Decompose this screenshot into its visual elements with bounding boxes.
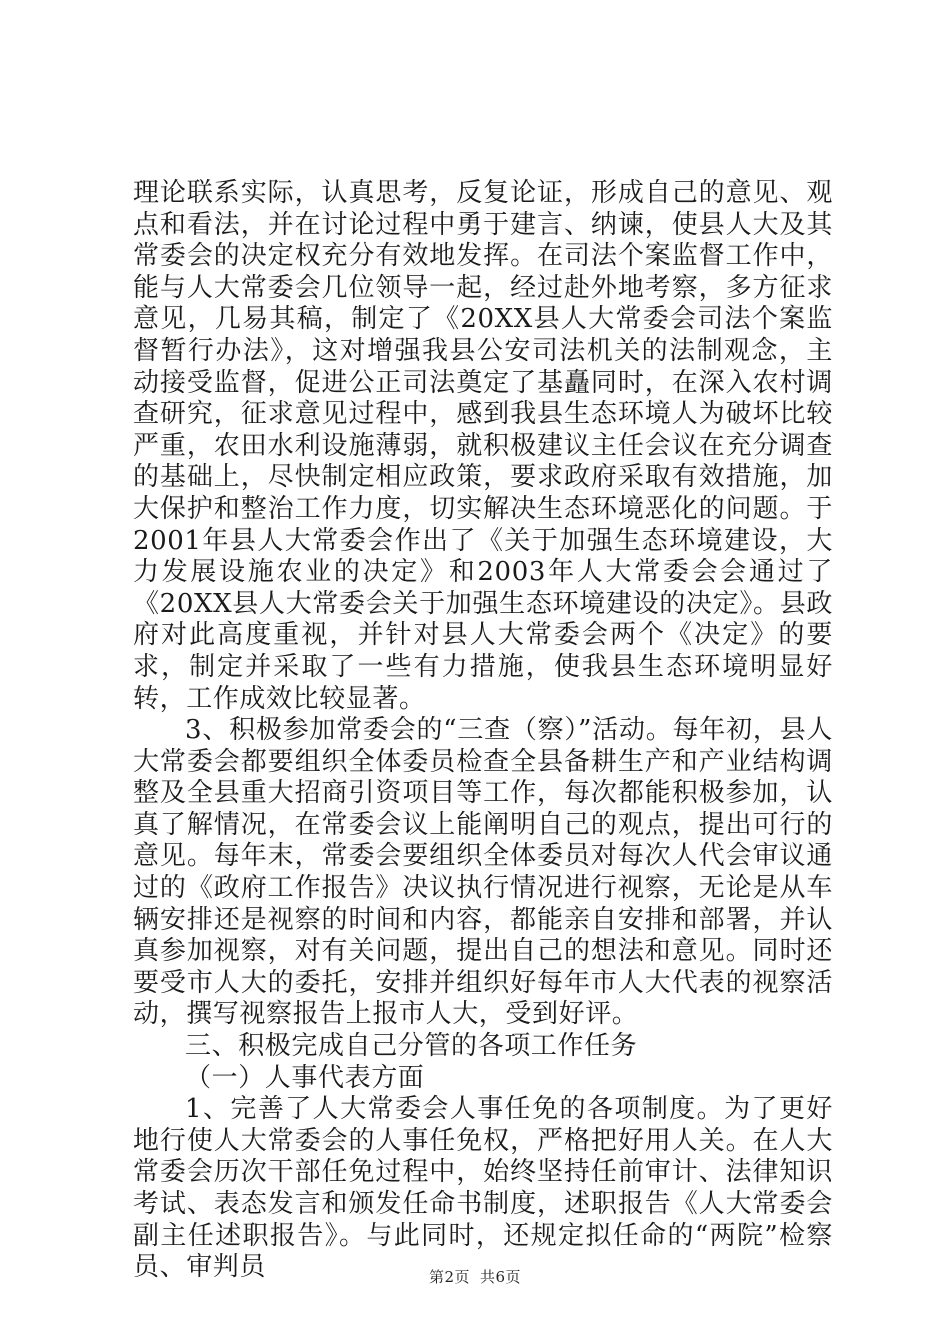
subsection-heading: （一）人事代表方面 (185, 1062, 425, 1093)
document-body (133, 178, 833, 1284)
paragraph-5: 1、完善了人大常委会人事任免的各项制度。为了更好地行使人大常委会的人事任免权，严格把好用人关。在人大常委会历次干部任免过程中，始终坚持任前审计、法律知识考试、表态发言和颁发任命书制度，述职报告《人大常委会副主任述职报告》。与此同时，还规定拟任命的“两院”检察员、审判员 (133, 1094, 833, 1283)
paragraph-1: 理论联系实际，认真思考，反复论证，形成自己的意见、观点和看法，并在讨论过程中勇于建言、纳谏，使县人大及其常委会的决定权充分有效地发挥。在司法个案监督工作中，能与人大常委会几位领导一起，经过赴外地考察，多方征求意见，几易其稿，制定了《20XX县人大常委会司法个案监督暂行办法》，这对增强我县公安司法机关的法制观念，主动接受监督，促进公正司法奠定了基矗同时，在深入农村调查研究，征求意见过程中，感到我县生态环境人为破坏比较严重，农田水利设施薄弱，就积极建议主任会议在充分调查的基础上，尽快制定相应政策，要求政府采取有效措施，加大保护和整治工作力度，切实解决生态环境恶化的问题。于2001年县人大常委会作出了《关于加强生态环境建设，大力发展设施农业的决定》和2003年人大常委会会通过了《20XX县人大常委会关于加强生态环境建设的决定》。县政府对此高度重视，并针对县人大常委会两个《决定》的要求，制定并采取了一些有力措施，使我县生态环境明显好转，工作成效比较显著。 (133, 178, 833, 714)
page-footer (0, 1266, 950, 1287)
paragraph-2: 3、积极参加常委会的“三查（察）”活动。每年初，县人大常委会都要组织全体委员检查全县备耕生产和产业结构调整及全县重大招商引资项目等工作，每次都能积极参加，认真了解情况，在常委会议上能阐明自己的观点，提出可行的意见。每年末，常委会要组织全体委员对每次人代会审议通过的《政府工作报告》决议执行情况进行视察，无论是从车辆安排还是视察的时间和内容，都能亲自安排和部署，并认真参加视察，对有关问题，提出自己的想法和意见。同时还要受市人大的委托，安排并组织好每年市人大代表的视察活动，撰写视察报告上报市人大，受到好评。 (133, 715, 833, 1030)
section-heading: 三、积极完成自己分管的各项工作任务 (185, 1031, 638, 1062)
page-total: 共6页 (480, 1268, 522, 1286)
page-number: 第2页 (428, 1268, 470, 1286)
